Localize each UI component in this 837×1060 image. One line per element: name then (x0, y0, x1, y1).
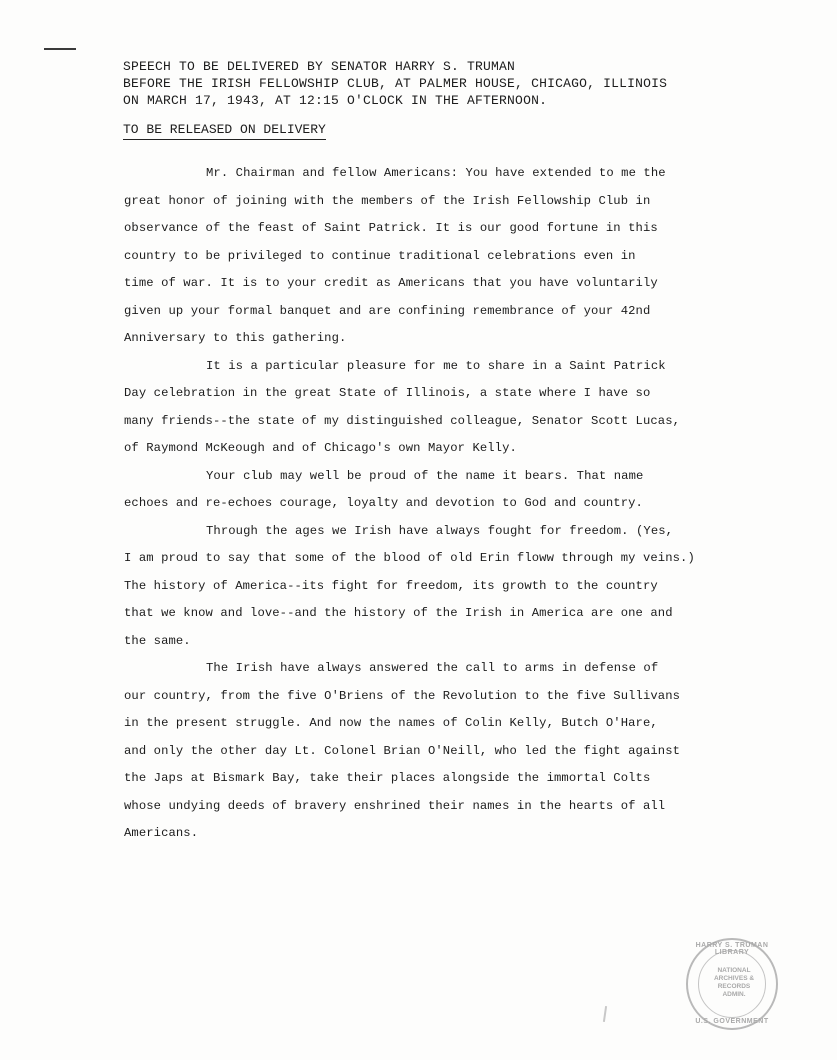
archive-seal-stamp (686, 938, 778, 1030)
body-line: the Japs at Bismark Bay, take their places alongside the immortal Colts (124, 771, 651, 785)
body-line: whose undying deeds of bravery enshrined their names in the hearts of all (124, 798, 666, 813)
speech-heading (123, 58, 667, 109)
release-note: TO BE RELEASED ON DELIVERY (123, 121, 326, 140)
body-line: time of war. It is to your credit as Americans that you have voluntarily (124, 276, 658, 290)
body-line: The Irish have always answered the call to arms in defense of (206, 661, 659, 675)
body-line: great honor of joining with the members of the Irish Fellowship Club in (124, 193, 651, 208)
seal-center-line: ADMIN. (722, 991, 746, 998)
body-line: our country, from the five O'Briens of the Revolution to the five Sullivans (124, 688, 681, 703)
body-line: Americans. (124, 826, 199, 840)
body-line: given up your formal banquet and are confining remembrance of your 42nd (124, 303, 651, 318)
body-line: Anniversary to this gathering. (124, 331, 347, 345)
body-line: observance of the feast of Saint Patrick. It is our good fortune in this (124, 221, 658, 235)
body-line: that we know and love--and the history of the Irish in America are one and (124, 606, 673, 620)
body-line: Day celebration in the great State of Illinois, a state where I have so (124, 386, 651, 400)
body-line: Through the ages we Irish have always fought for freedom. (Yes, (206, 523, 674, 538)
body-line: in the present struggle. And now the names of Colin Kelly, Butch O'Hare, (124, 716, 658, 730)
body-line: The history of America--its fight for freedom, its growth to the country (124, 578, 658, 593)
seal-top-text: HARRY S. TRUMAN LIBRARY (695, 942, 769, 956)
seal-center-text (702, 967, 766, 999)
heading-line-1: SPEECH TO BE DELIVERED BY SENATOR HARRY S. TRUMAN (123, 59, 516, 74)
speech-body (124, 160, 764, 848)
seal-center-line: RECORDS (717, 983, 751, 990)
seal-center-line: NATIONAL (717, 967, 751, 974)
heading-line-2: BEFORE THE IRISH FELLOWSHIP CLUB, AT PALMER HOUSE, CHICAGO, ILLINOIS (123, 76, 668, 91)
margin-pen-mark (44, 48, 76, 50)
body-line: I am proud to say that some of the blood of old Erin floww through my veins.) (124, 551, 695, 565)
body-line: of Raymond McKeough and of Chicago's own Mayor Kelly. (124, 441, 517, 455)
body-line: It is a particular pleasure for me to share in a Saint Patrick (206, 358, 666, 373)
body-line: Mr. Chairman and fellow Americans: You have extended to me the (206, 166, 666, 180)
seal-center-line: ARCHIVES & (713, 975, 755, 982)
body-line: echoes and re-echoes courage, loyalty and devotion to God and country. (124, 496, 643, 510)
heading-line-3: ON MARCH 17, 1943, AT 12:15 O'CLOCK IN THE AFTERNOON. (123, 93, 548, 108)
seal-bottom-text: U.S. GOVERNMENT (695, 1018, 769, 1025)
body-line: Your club may well be proud of the name it bears. That name (206, 468, 644, 483)
pencil-mark (603, 1006, 607, 1022)
body-line: country to be privileged to continue traditional celebrations even in (124, 248, 636, 263)
body-line: the same. (124, 633, 191, 648)
body-line: many friends--the state of my distinguished colleague, Senator Scott Lucas, (124, 413, 681, 428)
body-line: and only the other day Lt. Colonel Brian O'Neill, who led the fight against (124, 743, 681, 758)
